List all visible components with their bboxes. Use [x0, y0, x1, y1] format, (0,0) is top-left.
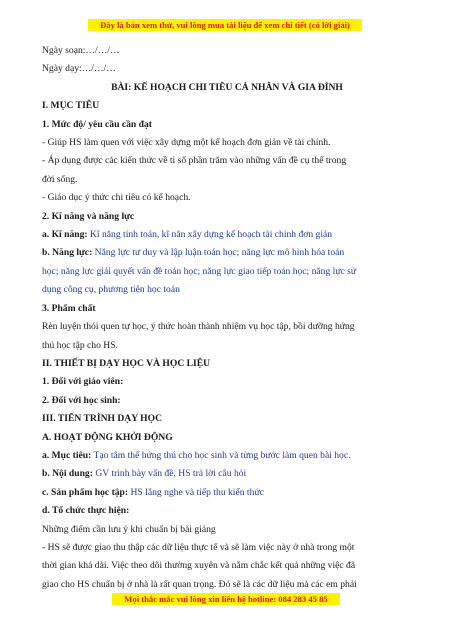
aim-label: a. Mục tiêu: [42, 449, 92, 461]
content-text: GV trình bày vấn đề, HS trả lời câu hỏi [92, 468, 247, 480]
note-line: Những điểm cần lưu ý khi chuẩn bị bài giảng [42, 523, 216, 535]
goal-line: - Giúp HS làm quen với việc xây dựng một kế hoạch đơn giản về tài chính. [42, 137, 331, 149]
competency-line: dụng công cụ, phương tiện học toán [42, 284, 180, 296]
heading-qualities: 3. Phẩm chất [42, 302, 96, 314]
product-line [42, 484, 412, 502]
product-label: c. Sản phẩm học tập: [42, 486, 129, 498]
heading-requirements: 1. Mức độ/ yêu cầu cần đạt [42, 118, 152, 130]
lesson-plan-page [42, 42, 412, 594]
heading-teacher: 1. Đối với giáo viên: [42, 376, 124, 388]
goal-line: - Áp dụng được các kiến thức về tỉ số phần trăm vào những vấn đề cụ thể trong [42, 155, 347, 167]
heading-skills: 2. Kĩ năng và năng lực [42, 210, 135, 222]
competency-text: Năng lực tư duy và lập luận toán học; năng lực mô hình hóa toán [92, 247, 345, 259]
aim-line [42, 447, 412, 465]
body-line: - HS sẽ được giao thu thập các dữ liệu thực tế và sẽ làm việc này ở nhà trong một [42, 541, 355, 553]
heading-warmup: A. HOẠT ĐỘNG KHỞI ĐỘNG [42, 431, 173, 443]
preview-notice-banner: Đây là bản xem thử, vui lòng mua tài liệu để xem chi tiết (có lời giải) [88, 19, 362, 31]
product-text: HS lắng nghe và tiếp thu kiến thức [128, 486, 264, 498]
section-equipment: II. THIẾT BỊ DẠY HỌC VÀ HỌC LIỆU [42, 357, 211, 369]
content-label: b. Nội dung: [42, 468, 93, 480]
competency-line: học; năng lực giải quyết vấn đề toán học; năng lực giao tiếp toán học; năng lực sử [42, 265, 357, 277]
section-process: III. TIẾN TRÌNH DẠY HỌC [42, 413, 163, 425]
competency-label: b. Năng lực: [42, 247, 93, 259]
date-prepared: Ngày soạn:…/…/… [42, 45, 120, 56]
date-taught: Ngày dạy:…/…/… [42, 63, 116, 75]
skill-line [42, 226, 412, 244]
aim-text: Tạo tâm thế hứng thú cho học sinh và từng bước làm quen bài học. [91, 449, 351, 461]
body-line: giao cho HS chuẩn bị ở nhà là rất quan trọng. Đó sẽ là các dữ liệu mà các em phải [42, 578, 357, 590]
quality-line: thú học tập cho HS. [42, 339, 118, 351]
content-line [42, 465, 412, 483]
skill-label: a. Kĩ năng: [42, 229, 88, 241]
quality-line: Rèn luyện thói quen tự học, ý thức hoàn thành nhiệm vụ học tập, bồi dưỡng hứng [42, 321, 355, 333]
goal-line: - Giáo dục ý thức chi tiêu có kế hoạch. [42, 192, 191, 204]
hotline-banner: Mọi thắc mắc vui lòng xin liên hệ hotline: 084 283 45 85 [112, 593, 340, 605]
heading-organization: d. Tổ chức thực hiện: [42, 505, 130, 517]
section-objectives: I. MỤC TIÊU [42, 100, 100, 112]
competency-line [42, 244, 412, 262]
body-line: thời gian khá dài. Việc theo dõi thường xuyên và nắm chắc kết quả những việc đã [42, 560, 356, 572]
skill-text: Kĩ năng tính toán, kĩ năn xây dựng kế hoạch tài chính đơn giản [87, 229, 333, 241]
lesson-title: BÀI: KẾ HOẠCH CHI TIÊU CÁ NHÂN VÀ GIA ĐÌNH [111, 81, 343, 93]
goal-line: đời sống. [42, 173, 78, 185]
heading-student: 2. Đối với học sinh: [42, 394, 121, 406]
